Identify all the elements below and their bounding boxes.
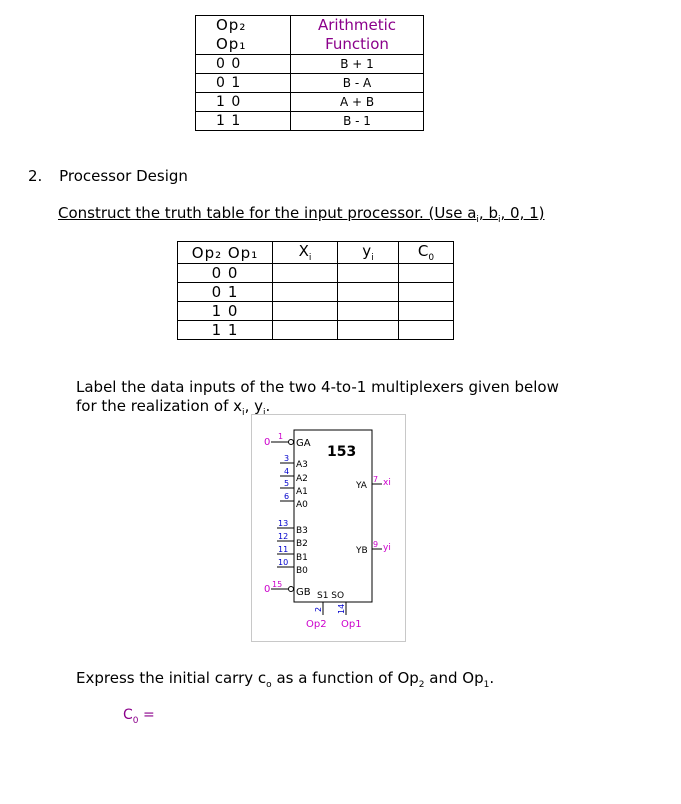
truth-y-cell[interactable]: [338, 283, 399, 302]
truth-op-cell: 0 1: [178, 283, 273, 302]
header-y-text: y: [362, 242, 372, 260]
sub-o: o: [266, 680, 272, 690]
truth-header-op: Op₂ Op₁: [178, 242, 273, 264]
mux-chip-diagram: [252, 415, 405, 641]
truth-header-c: [399, 242, 454, 264]
gb-input-value: 0: [264, 584, 271, 595]
truth-x-cell[interactable]: [273, 302, 338, 321]
arith-row: [196, 112, 424, 131]
pin-num: 14: [337, 603, 346, 614]
arith-header-function: [291, 16, 424, 55]
truth-header-y: [338, 242, 399, 264]
truth-y-cell[interactable]: [338, 302, 399, 321]
pin-label-a0: A0: [296, 500, 308, 510]
arith-op-cell: 0 1: [196, 74, 291, 93]
pin-num: 2: [314, 606, 323, 612]
select-label: S1 SO: [317, 591, 345, 601]
chip-name: 153: [327, 444, 357, 460]
truth-header-row: [178, 242, 454, 264]
truth-row: [178, 264, 454, 283]
mux-line2-prefix: for the realization of x: [76, 397, 243, 415]
sub-i: i: [242, 408, 245, 418]
truth-table-instruction: [58, 204, 545, 225]
answer-equals: =: [138, 707, 155, 723]
answer-label: C: [123, 707, 133, 723]
arith-fn-cell: B - 1: [291, 112, 424, 131]
instruction-suffix: , 0, 1): [500, 204, 545, 222]
out-a-signal: xi: [383, 478, 391, 488]
sub-i: i: [308, 253, 312, 263]
section-number: 2.: [28, 167, 43, 185]
section-heading: [28, 167, 188, 185]
pin-num: 10: [278, 558, 289, 567]
truth-row: [178, 321, 454, 340]
pin-label-b2: B2: [296, 539, 308, 549]
select-signal-op1: Op1: [341, 619, 362, 630]
truth-op-cell: 0 0: [178, 264, 273, 283]
instruction-b: , b: [478, 204, 498, 222]
header-c-text: C: [417, 242, 429, 260]
header-op1: Op₁: [216, 35, 247, 53]
header-op2: Op₂: [216, 16, 247, 34]
mux-line2-y: , y: [244, 397, 263, 415]
select-signal-op2: Op2: [306, 619, 327, 630]
mux-line2-period: .: [265, 397, 271, 415]
pin-label-a3: A3: [296, 460, 308, 470]
carry-and: and Op: [424, 669, 484, 687]
mux-text-line1: Label the data inputs of the two 4-to-1 multiplexers given below: [76, 378, 559, 396]
arith-fn-cell: B - A: [291, 74, 424, 93]
carry-prefix: Express the initial carry c: [76, 669, 267, 687]
truth-row: [178, 302, 454, 321]
pin-num: 11: [278, 545, 289, 554]
carry-end: .: [489, 669, 495, 687]
out-b-signal: yi: [383, 543, 391, 553]
arith-row: [196, 55, 424, 74]
pin-label-gb: GB: [296, 587, 311, 598]
truth-op-cell: 1 1: [178, 321, 273, 340]
arith-header-op: [196, 16, 291, 55]
truth-c-cell[interactable]: [399, 264, 454, 283]
out-a-num: 7: [373, 475, 379, 484]
answer-sub: 0: [132, 715, 139, 726]
header-fn-line1: Arithmetic: [317, 16, 397, 34]
arith-op-cell: 0 0: [196, 55, 291, 74]
carry-middle: as a function of Op: [271, 669, 419, 687]
truth-c-cell[interactable]: [399, 321, 454, 340]
arith-fn-cell: B + 1: [291, 55, 424, 74]
pin-label-b0: B0: [296, 566, 308, 576]
instruction-prefix: Construct the truth table for the input processor. (Use a: [58, 204, 477, 222]
pin-num: 12: [278, 532, 289, 541]
truth-row: [178, 283, 454, 302]
truth-table: [177, 241, 454, 340]
sub-i: i: [476, 215, 479, 225]
sub-1: 1: [483, 680, 490, 690]
truth-c-cell[interactable]: [399, 302, 454, 321]
truth-y-cell[interactable]: [338, 264, 399, 283]
section-title: Processor Design: [59, 167, 188, 185]
mux-diagram-frame: [251, 414, 406, 642]
arith-op-cell: 1 1: [196, 112, 291, 131]
sub-i: i: [371, 253, 374, 263]
arithmetic-function-table: [195, 15, 424, 131]
pin-label-b3: B3: [296, 526, 308, 536]
sub-2: 2: [418, 680, 425, 690]
pin-num: 15: [272, 580, 283, 589]
truth-header-x: [273, 242, 338, 264]
truth-x-cell[interactable]: [273, 283, 338, 302]
sub-i: i: [497, 215, 501, 225]
pin-num: 3: [284, 454, 290, 463]
carry-answer[interactable]: [123, 707, 155, 726]
arith-row: [196, 74, 424, 93]
gb-bubble: [289, 587, 294, 592]
header-fn-line2: Function: [325, 35, 389, 53]
carry-question: [76, 669, 494, 690]
pin-label-a2: A2: [296, 474, 308, 484]
truth-c-cell[interactable]: [399, 283, 454, 302]
pin-label-a1: A1: [296, 487, 308, 497]
pin-num: 6: [284, 492, 290, 501]
arith-row: [196, 93, 424, 112]
pin-label-b1: B1: [296, 553, 308, 563]
arith-op-cell: 1 0: [196, 93, 291, 112]
pin-num: 4: [284, 467, 290, 476]
arith-header-row: [196, 16, 424, 55]
pin-num: 5: [284, 479, 290, 488]
truth-y-cell[interactable]: [338, 321, 399, 340]
out-b-num: 9: [373, 540, 379, 549]
ga-bubble: [289, 440, 294, 445]
truth-x-cell[interactable]: [273, 264, 338, 283]
truth-op-cell: 1 0: [178, 302, 273, 321]
ga-input-value: 0: [264, 437, 271, 448]
pin-label-ga: GA: [296, 438, 311, 449]
truth-x-cell[interactable]: [273, 321, 338, 340]
sub-0: 0: [428, 253, 435, 263]
arith-fn-cell: A + B: [291, 93, 424, 112]
pin-num: 13: [278, 519, 289, 528]
pin-num: 1: [278, 432, 284, 441]
sub-i: i: [262, 408, 266, 418]
out-a-label: YA: [356, 481, 367, 491]
header-x-text: X: [298, 242, 309, 260]
out-b-label: YB: [356, 546, 368, 556]
